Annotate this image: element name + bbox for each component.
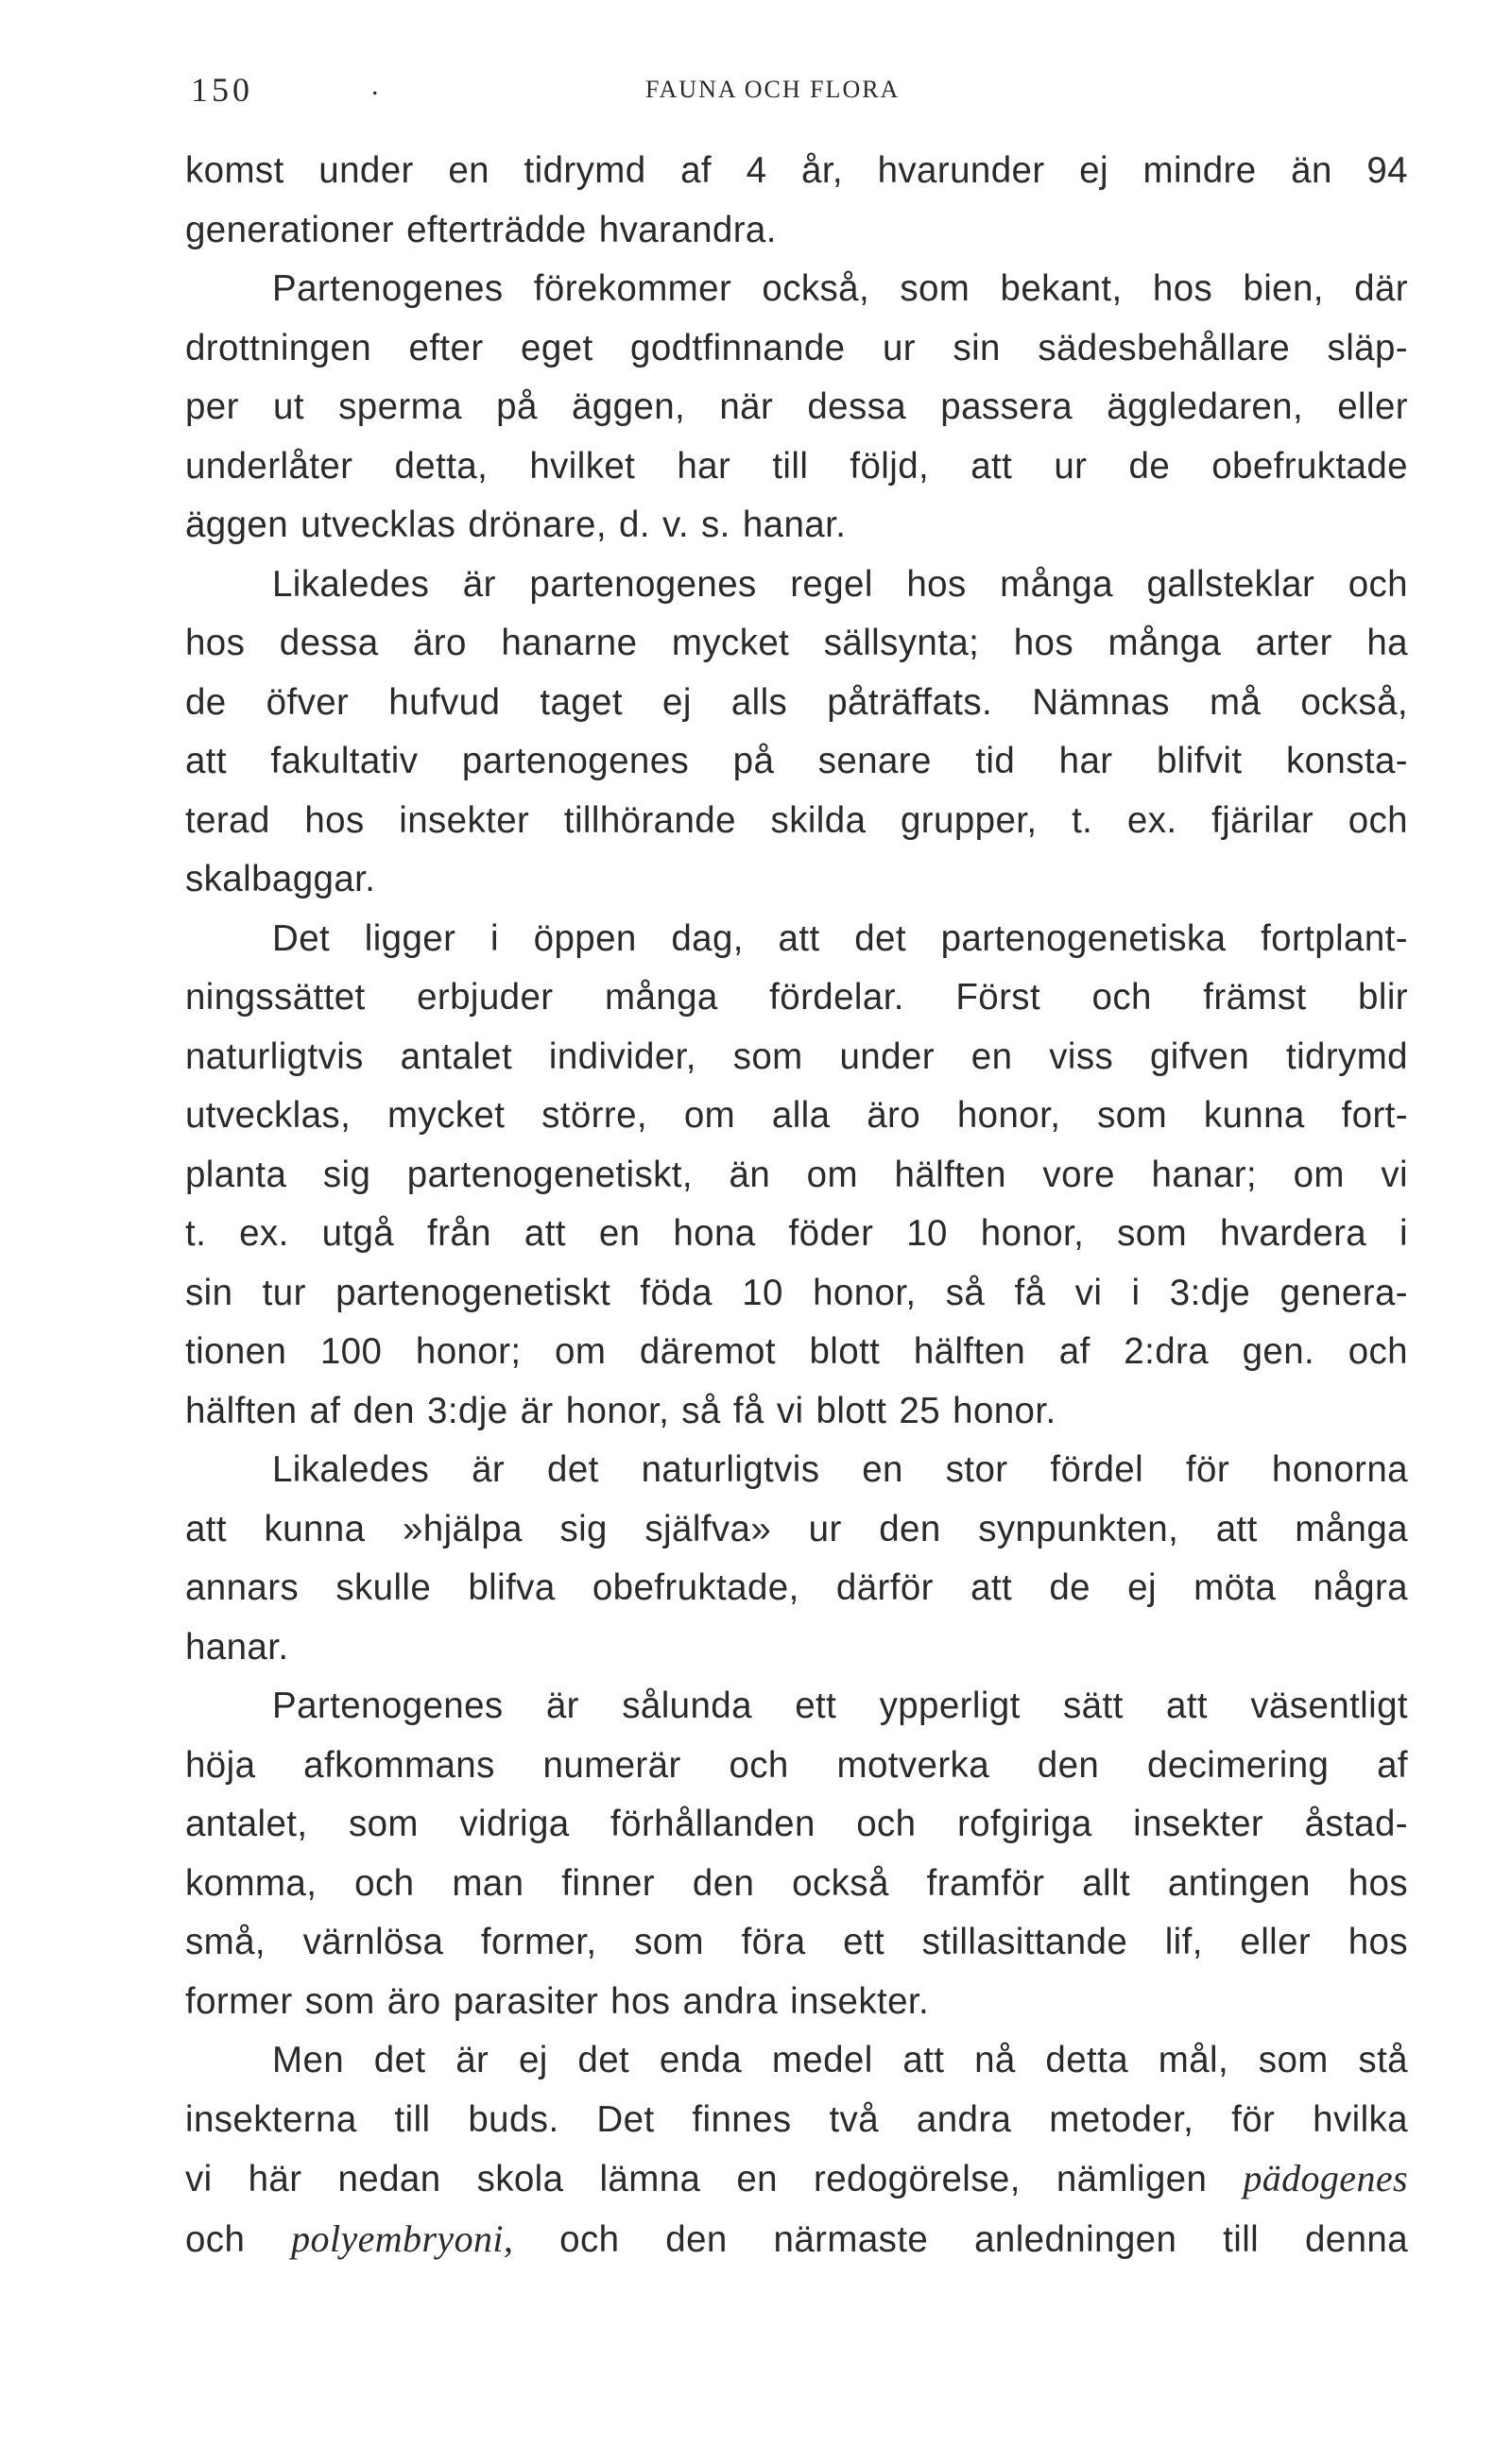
- text-line: de öfver hufvud taget ej alls påträffats. Nämnas må också,: [185, 681, 1408, 723]
- text-line: terad hos insekter tillhörande skilda grupper, t. ex. fjärilar och: [185, 799, 1408, 841]
- text-line: underlåter detta, hvilket har till följd, att ur de obefruktade: [185, 445, 1408, 487]
- text-line: antalet, som vidriga förhållanden och rofgiriga insekter åstad-: [185, 1804, 1408, 1844]
- text-line: t. ex. utgå från att en hona föder 10 honor, som hvardera i: [185, 1213, 1408, 1254]
- text-line: Likaledes är det naturligtvis en stor fördel för honorna: [272, 1449, 1408, 1490]
- text-segment: vi här nedan skola lämna en redogörelse, nämligen: [185, 2159, 1208, 2199]
- running-header: [0, 70, 1494, 108]
- text-segment: och: [185, 2218, 246, 2260]
- text-line: [185, 2210, 1408, 2270]
- running-head-title: FAUNA OCH FLORA: [645, 76, 901, 103]
- text-line: utvecklas, mycket större, om alla äro honor, som kunna fort-: [185, 1095, 1408, 1136]
- text-line: hanar.: [185, 1626, 289, 1668]
- text-line: Det ligger i öppen dag, att det partenogenetiska fortplant-: [272, 917, 1408, 959]
- text-line: små, värnlösa former, som föra ett stillasittande lif, eller hos: [185, 1922, 1408, 1962]
- text-line: Partenogenes förekommer också, som bekant, hos bien, där: [272, 268, 1408, 309]
- term-polyembryoni: polyembryoni,: [291, 2216, 514, 2260]
- text-line: per ut sperma på äggen, när dessa passera äggledaren, eller: [185, 386, 1408, 427]
- text-line: naturligtvis antalet individer, som under en viss gifven tidrymd: [185, 1035, 1408, 1077]
- text-line: skalbaggar.: [185, 859, 376, 899]
- text-line: komst under en tidrymd af 4 år, hvarunder ej mindre än 94: [185, 150, 1408, 191]
- text-line: höja afkommans numerär och motverka den decimering af: [185, 1744, 1408, 1786]
- text-line: hälften af den 3:dje är honor, så få vi blott 25 honor.: [185, 1390, 1056, 1431]
- text-line: hos dessa äro hanarne mycket sällsynta; hos många arter ha: [185, 623, 1408, 663]
- text-line: ningssättet erbjuder många fördelar. Först och främst blir: [185, 977, 1408, 1018]
- text-line: Men det är ej det enda medel att nå detta mål, som stå: [272, 2040, 1408, 2080]
- text-line: komma, och man finner den också framför allt antingen hos: [185, 1862, 1408, 1904]
- text-line: [185, 2149, 1408, 2210]
- page-body: [185, 142, 1408, 2269]
- text-segment: och den närmaste anledningen till denna: [559, 2218, 1409, 2260]
- text-line: generationer efterträdde hvarandra.: [185, 209, 777, 250]
- header-dot: .: [371, 70, 379, 101]
- text-line: Likaledes är partenogenes regel hos många gallsteklar och: [272, 563, 1408, 605]
- text-line: Partenogenes är sålunda ett ypperligt sätt att väsentligt: [272, 1685, 1408, 1726]
- text-line: annars skulle blifva obefruktade, därför att de ej möta några: [185, 1567, 1408, 1608]
- text-line: insekterna till buds. Det finnes två andra metoder, för hvilka: [185, 2098, 1408, 2140]
- text-line: att kunna »hjälpa sig själfva» ur den synpunkten, att många: [185, 1508, 1408, 1549]
- text-line: sin tur partenogenetiskt föda 10 honor, så få vi i 3:dje genera-: [185, 1272, 1408, 1313]
- text-line: former som äro parasiter hos andra insekter.: [185, 1980, 930, 2022]
- text-line: planta sig partenogenetiskt, än om hälften vore hanar; om vi: [185, 1154, 1408, 1195]
- text-line: äggen utvecklas drönare, d. v. s. hanar.: [185, 505, 847, 545]
- text-line: drottningen efter eget godtfinnande ur sin sädesbehållare släp-: [185, 327, 1408, 368]
- page-number: 150: [191, 71, 253, 109]
- text-line: att fakultativ partenogenes på senare tid har blifvit konsta-: [185, 741, 1408, 781]
- text-line: tionen 100 honor; om däremot blott hälften af 2:dra gen. och: [185, 1331, 1408, 1372]
- term-padogenes: pädogenes: [1243, 2157, 1408, 2199]
